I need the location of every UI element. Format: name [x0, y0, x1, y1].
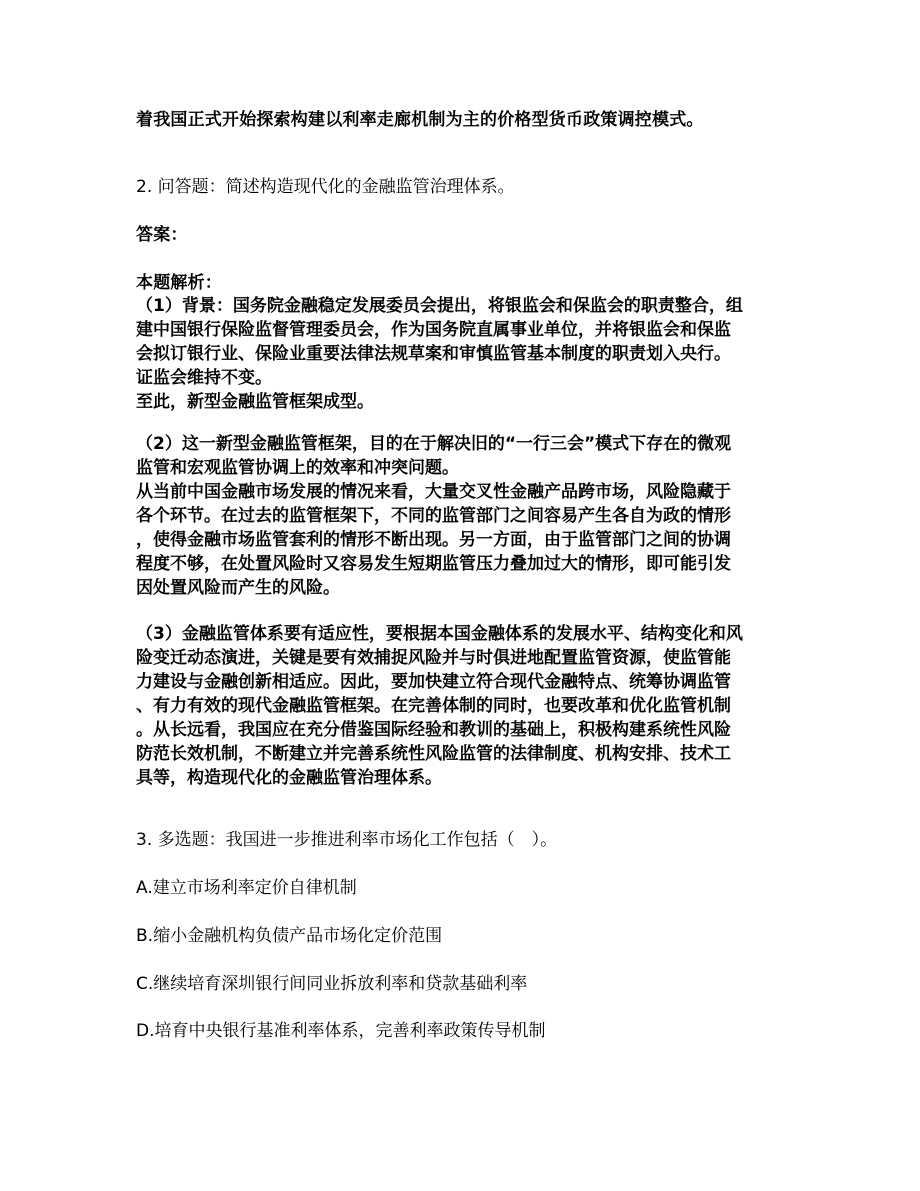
analysis-line: 。从长远看，我国应在充分借鉴国际经验和教训的基础上，积极构建系统性风险	[136, 720, 731, 740]
analysis-line: 险变迁动态演进，关键是要有效捕捉风险并与时俱进地配置监管资源，使监管能	[136, 648, 731, 668]
analysis-line: 力建设与金融创新相适应。因此，要加快建立符合现代金融特点、统筹协调监管	[136, 672, 731, 692]
question-3-type: 多选题：	[157, 830, 226, 850]
question-3-header	[136, 828, 557, 852]
option-a: A.建立市场利率定价自律机制	[136, 878, 357, 898]
analysis-line: 证监会维持不变。	[136, 368, 272, 388]
analysis-line: 监管和宏观监管协调上的效率和冲突问题。	[136, 458, 459, 478]
analysis-line: （1）背景：国务院金融稳定发展委员会提出，将银监会和保监会的职责整合，组	[136, 296, 743, 316]
question-2-text: 简述构造现代化的金融监管治理体系。	[225, 177, 515, 197]
analysis-line: 具等，构造现代化的金融监管治理体系。	[136, 768, 442, 788]
analysis-line: 、有力有效的现代金融监管框架。在完善体制的同时，也要改革和优化监管机制	[136, 696, 731, 716]
analysis-line: ，使得金融市场监管套利的情形不断出现。另一方面，由于监管部门之间的协调	[136, 530, 731, 550]
analysis-line: 从当前中国金融市场发展的情况来看，大量交叉性金融产品跨市场，风险隐藏于	[136, 482, 731, 502]
question-2-type: 问答题：	[157, 177, 226, 197]
option-d: D.培育中央银行基准利率体系，完善利率政策传导机制	[136, 1021, 546, 1041]
analysis-line: 会拟订银行业、保险业重要法律法规草案和审慎监管基本制度的职责划入央行。	[136, 344, 731, 364]
question-2-header	[136, 175, 515, 199]
analysis-line: 因处置风险而产生的风险。	[136, 578, 340, 598]
intro-line: 着我国正式开始探索构建以利率走廊机制为主的价格型货币政策调控模式。	[136, 110, 704, 130]
answer-label: 答案：	[136, 225, 188, 245]
analysis-line: 程度不够，在处置风险时又容易发生短期监管压力叠加过大的情形，即可能引发	[136, 554, 731, 574]
analysis-label: 本题解析：	[136, 273, 222, 293]
analysis-line: （2）这一新型金融监管框架，目的在于解决旧的“一行三会”模式下存在的微观	[136, 434, 732, 454]
analysis-line: （3）金融监管体系要有适应性，要根据本国金融体系的发展水平、结构变化和风	[136, 624, 743, 644]
option-b: B.缩小金融机构负债产品市场化定价范围	[136, 926, 443, 946]
analysis-line: 至此，新型金融监管框架成型。	[136, 392, 374, 412]
question-2-number: 2.	[136, 177, 153, 197]
analysis-line: 防范长效机制，不断建立并完善系统性风险监管的法律制度、机构安排、技术工	[136, 744, 731, 764]
option-c: C.继续培育深圳银行间同业拆放利率和贷款基础利率	[136, 974, 528, 994]
question-3-text: 我国进一步推进利率市场化工作包括（ ）。	[225, 830, 558, 850]
analysis-line: 建中国银行保险监督管理委员会，作为国务院直属事业单位，并将银监会和保监	[136, 320, 731, 340]
question-3-number: 3.	[136, 830, 153, 850]
analysis-line: 各个环节。在过去的监管框架下，不同的监管部门之间容易产生各自为政的情形	[136, 506, 731, 526]
